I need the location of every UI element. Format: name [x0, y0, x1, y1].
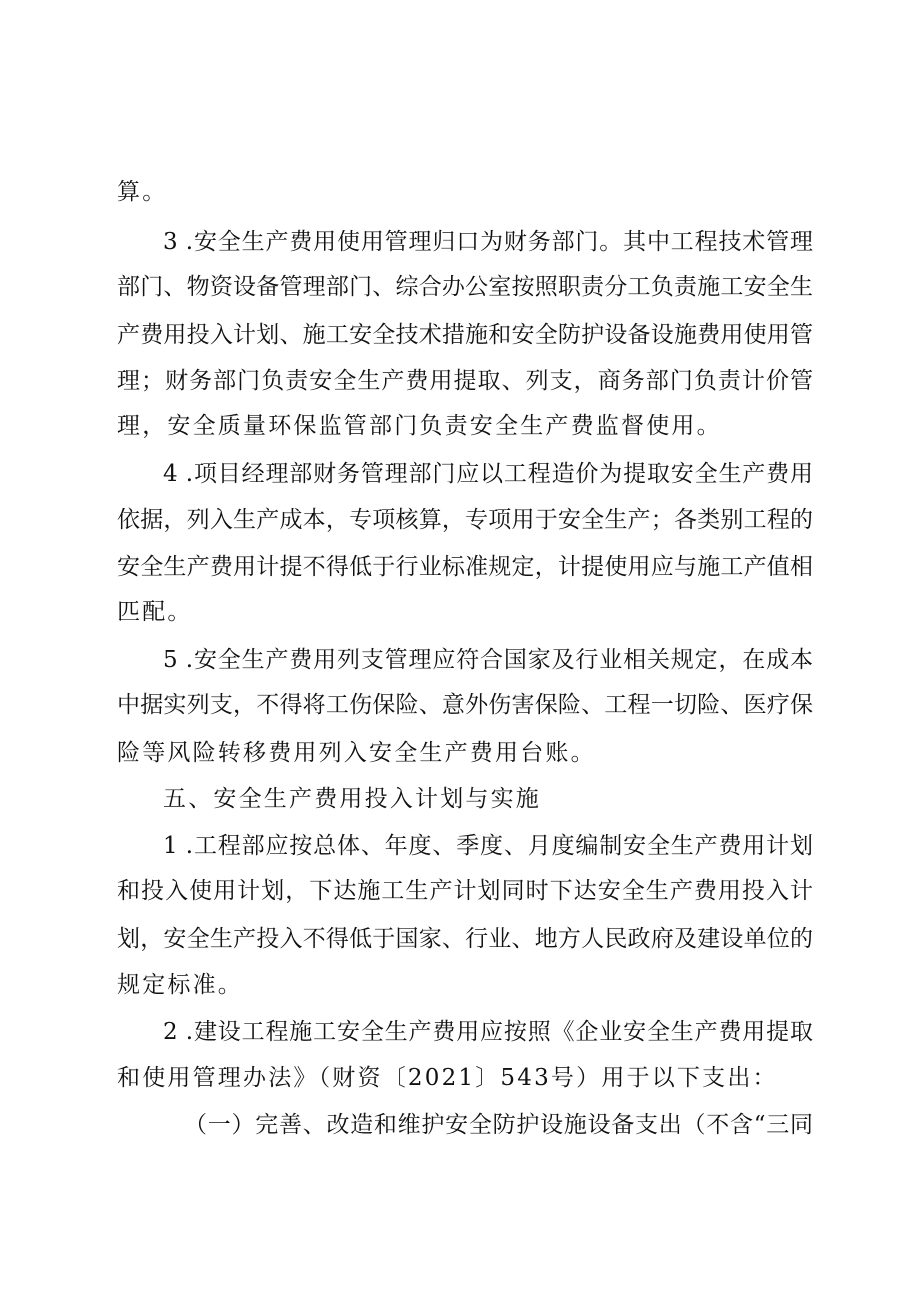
text-line-6: 理，安全质量环保监管部门负责安全生产费监督使用。	[117, 413, 722, 439]
text-line-7: 4 .项目经理部财务管理部门应以工程造价为提取安全生产费用	[163, 461, 813, 487]
text-line-9: 安全生产费用计提不得低于行业标准规定，计提使用应与施工产值相	[117, 554, 813, 580]
text-line-1: 算。	[117, 179, 168, 205]
text-line-13: 险等风险转移费用列入安全生产费用台账。	[117, 740, 596, 766]
text-line-15: 1 .工程部应按总体、年度、季度、月度编制安全生产费用计划	[163, 833, 813, 859]
text-line-4: 产费用投入计划、施工安全技术措施和安全防护设备设施费用使用管	[117, 322, 813, 348]
text-line-10: 匹配。	[117, 599, 193, 625]
text-line-17: 划，安全生产投入不得低于国家、行业、地方人民政府及建设单位的	[117, 926, 813, 952]
text-line-5: 理；财务部门负责安全生产费用提取、列支，商务部门负责计价管	[117, 368, 813, 394]
text-line-12: 中据实列支，不得将工伤保险、意外伤害保险、工程一切险、医疗保	[117, 692, 813, 718]
text-line-18: 规定标准。	[117, 972, 243, 998]
text-line-21: （一）完善、改造和维护安全防护设施设备支出（不含“三同	[184, 1112, 813, 1138]
text-line-3: 部门、物资设备管理部门、综合办公室按照职责分工负责施工安全生	[117, 274, 813, 300]
text-line-16: 和投入使用计划，下达施工生产计划同时下达安全生产费用投入计	[117, 878, 813, 904]
text-line-8: 依据，列入生产成本，专项核算，专项用于安全生产；各类别工程的	[117, 507, 813, 533]
text-line-20: 和使用管理办法》（财资〔2021〕543号）用于以下支出：	[117, 1065, 778, 1091]
text-line-19: 2 .建设工程施工安全生产费用应按照《企业安全生产费用提取	[163, 1019, 813, 1045]
text-line-2: 3 .安全生产费用使用管理归口为财务部门。其中工程技术管理	[163, 229, 813, 255]
section-heading: 五、安全生产费用投入计划与实施	[163, 786, 541, 812]
text-line-11: 5 .安全生产费用列支管理应符合国家及行业相关规定，在成本	[163, 647, 813, 673]
